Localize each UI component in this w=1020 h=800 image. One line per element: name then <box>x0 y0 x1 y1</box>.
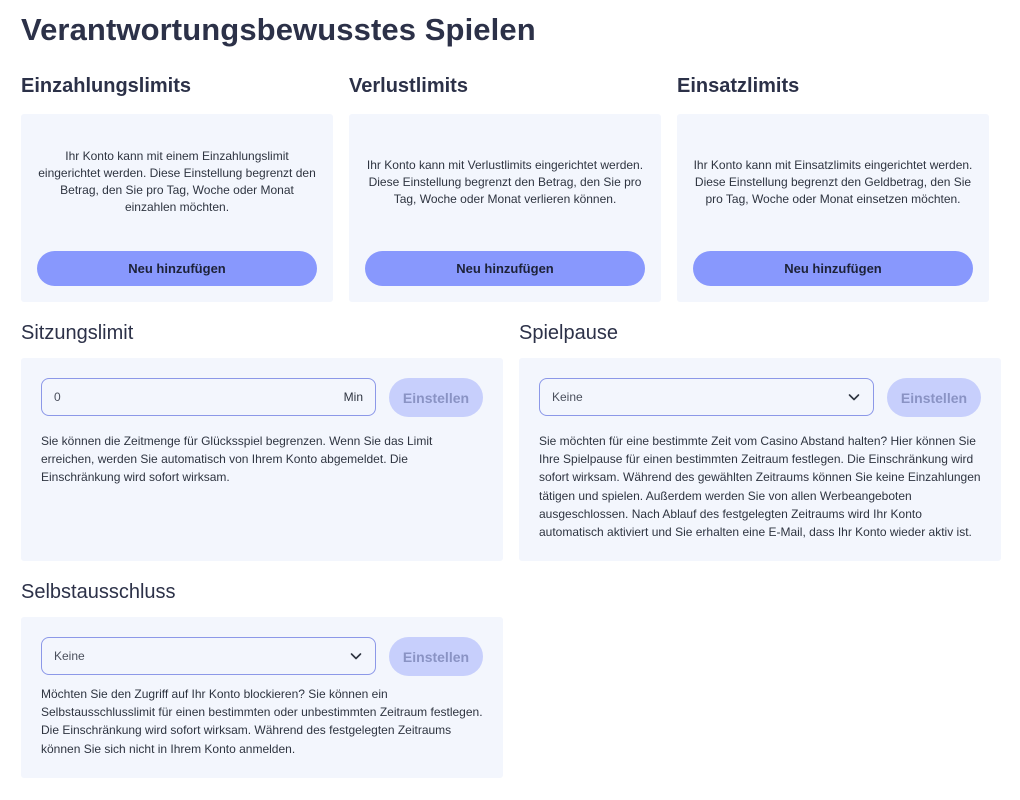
wager-limits-card <box>677 114 989 302</box>
game-pause-select[interactable] <box>539 378 874 416</box>
wager-limits-title: Einsatzlimits <box>677 75 800 97</box>
game-pause-title: Spielpause <box>519 322 618 344</box>
session-limit-title: Sitzungslimit <box>21 322 134 344</box>
session-limit-description: Sie können die Zeitmenge für Glücksspiel begrenzen. Wenn Sie das Limit erreichen, werden Sie automatisch von Ihrem Konto abgemeldet. Die Einschränkung wird sofort wirksam. <box>41 434 433 485</box>
minutes-unit-label: Min <box>343 390 363 404</box>
deposit-limits-description: Ihr Konto kann mit einem Einzahlungslimit eingerichtet werden. Diese Einstellung begrenzt den Betrag, den Sie pro Tag, Woche oder Monat einzahlen möchten. <box>38 149 316 214</box>
loss-limits-card <box>349 114 661 302</box>
self-exclusion-select[interactable] <box>41 637 376 675</box>
loss-limits-title: Verlustlimits <box>349 75 468 97</box>
session-set-button[interactable]: Einstellen <box>389 378 483 417</box>
self-exclusion-select-value: Keine <box>54 649 85 663</box>
page-title: Verantwortungsbewusstes Spielen <box>21 12 536 47</box>
chevron-down-icon <box>349 649 363 663</box>
self-exclusion-set-button[interactable]: Einstellen <box>389 637 483 676</box>
wager-limits-add-button[interactable]: Neu hinzufügen <box>693 251 973 286</box>
loss-limits-add-button[interactable]: Neu hinzufügen <box>365 251 645 286</box>
game-pause-description: Sie möchten für eine bestimmte Zeit vom Casino Abstand halten? Hier können Sie Ihre Spielpause für einen bestimmten Zeitraum festlegen. Die Einschränkung wird sofort wirksam. Während des gewählten Zeitraums können Sie keine Einzahlungen tätigen und spielen. Außerdem werden Sie von allen Werbeangeboten ausgeschlossen. Nach Ablauf des festgelegten Zeitraums wird Ihr Konto automatisch aktiviert und Sie erhalten eine E-Mail, dass Ihr Konto wieder aktiv ist. <box>539 434 981 540</box>
session-minutes-value: 0 <box>54 390 61 404</box>
deposit-limits-title: Einzahlungslimits <box>21 75 192 97</box>
self-exclusion-card <box>21 617 503 778</box>
game-pause-select-value: Keine <box>552 390 583 404</box>
game-pause-set-button[interactable]: Einstellen <box>887 378 981 417</box>
self-exclusion-title: Selbstausschluss <box>21 581 176 603</box>
deposit-limits-add-button[interactable]: Neu hinzufügen <box>37 251 317 286</box>
chevron-down-icon <box>847 390 861 404</box>
session-minutes-input[interactable] <box>41 378 376 416</box>
self-exclusion-description: Möchten Sie den Zugriff auf Ihr Konto blockieren? Sie können ein Selbstausschlusslimit für einen bestimmten oder unbestimmten Zeitraum festlegen. Die Einschränkung wird sofort wirksam. Während des festgelegten Zeitraums können Sie sich nicht in Ihrem Konto anmelden. <box>41 687 483 756</box>
deposit-limits-card <box>21 114 333 302</box>
wager-limits-description: Ihr Konto kann mit Einsatzlimits eingerichtet werden. Diese Einstellung begrenzt den Geldbetrag, den Sie pro Tag, Woche oder Monat einsetzen möchten. <box>693 157 973 206</box>
game-pause-card <box>519 358 1001 561</box>
session-limit-card <box>21 358 503 561</box>
loss-limits-description: Ihr Konto kann mit Verlustlimits eingerichtet werden. Diese Einstellung begrenzt den Betrag, den Sie pro Tag, Woche oder Monat verlieren können. <box>366 157 644 206</box>
